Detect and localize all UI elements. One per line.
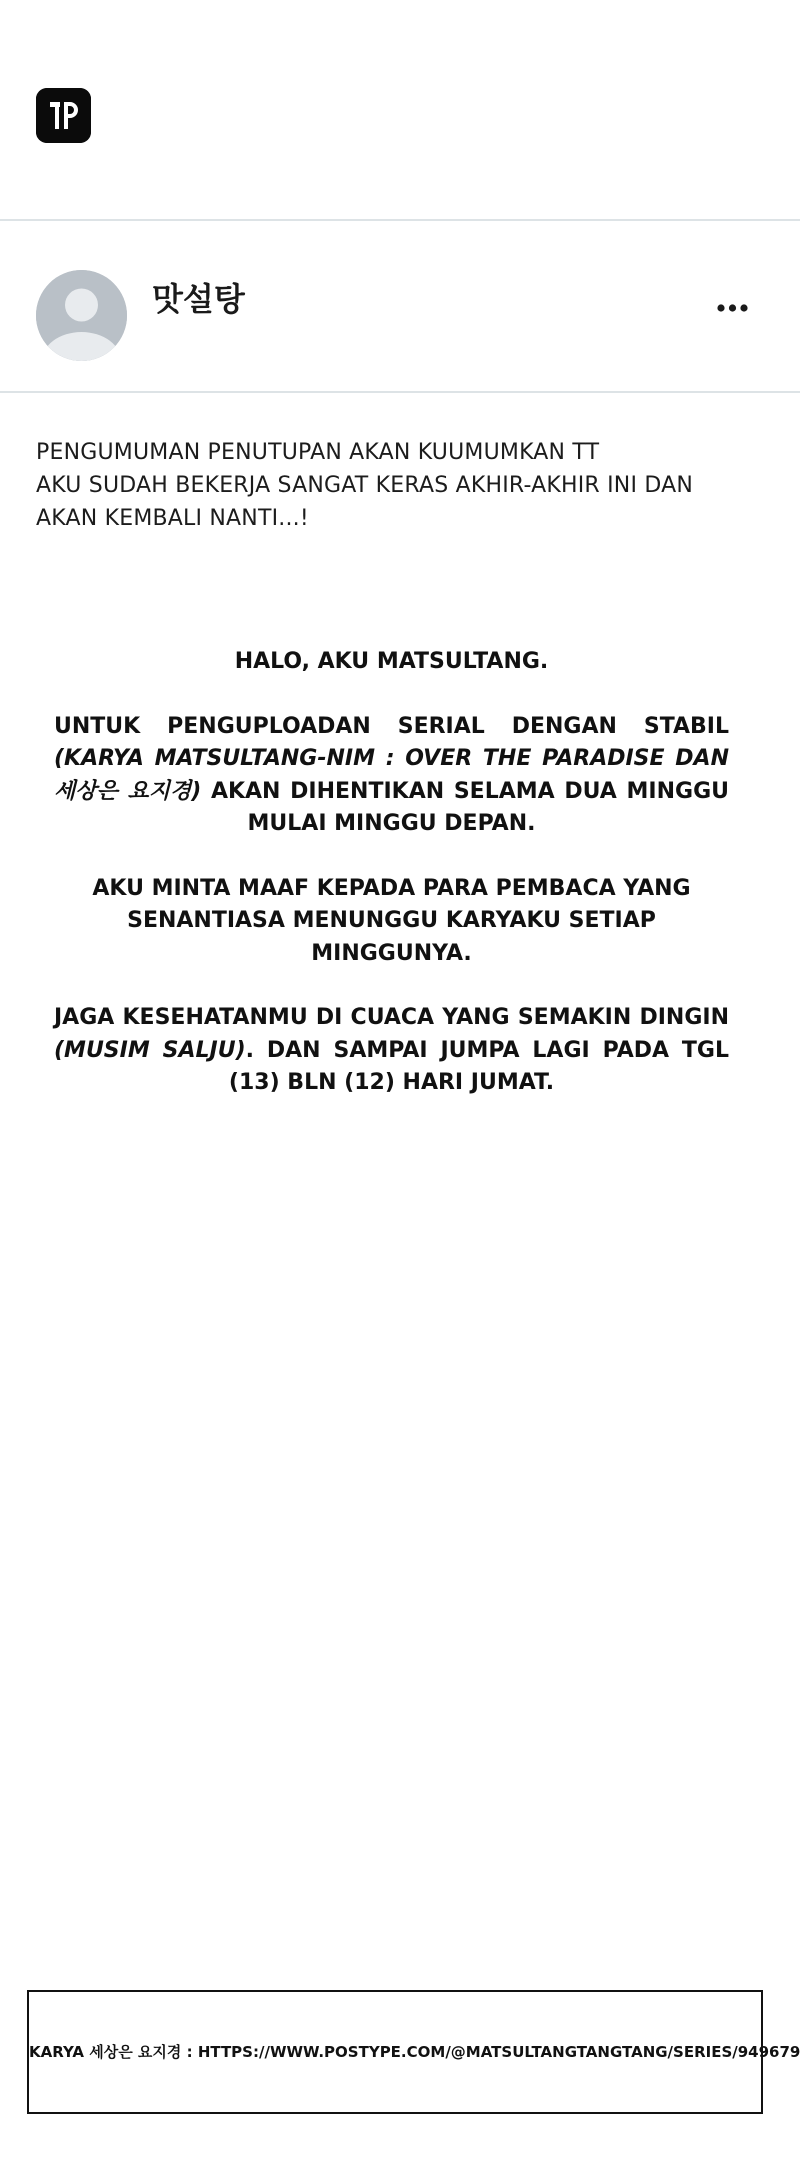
logo-glyph bbox=[36, 88, 91, 143]
notice-italic-text: (KARYA MATSULTANG-NIM : OVER THE PARADISE DAN 세상은 요지경) bbox=[54, 746, 729, 804]
notice-text: AKAN DIHENTIKAN SELAMA DUA MINGGU MULAI MINGGU DEPAN. bbox=[201, 778, 729, 836]
notice-paragraph-apology: AKU MINTA MAAF KEPADA PARA PEMBACA YANG SENANTIASA MENUNGGU KARYAKU SETIAP MINGGUNYA. bbox=[92, 875, 691, 966]
intro-line: AKU SUDAH BEKERJA SANGAT KERAS AKHIR-AKHIR INI DAN bbox=[36, 473, 694, 498]
notice-text: . DAN SAMPAI JUMPA LAGI PADA TGL (13) BLN (12) HARI JUMAT. bbox=[228, 1037, 729, 1095]
notice-text: UNTUK PENGUPLOADAN SERIAL DENGAN STABIL bbox=[54, 713, 729, 739]
postype-logo-icon[interactable] bbox=[36, 88, 91, 143]
default-avatar-icon[interactable] bbox=[36, 270, 127, 361]
intro-line: PENGUMUMAN PENUTUPAN AKAN KUUMUMKAN TT bbox=[36, 440, 600, 465]
intro-line: AKAN KEMBALI NANTI...! bbox=[36, 506, 309, 531]
notice-paragraph-schedule bbox=[54, 711, 729, 841]
more-horizontal-icon[interactable] bbox=[708, 290, 758, 326]
intro-text bbox=[36, 436, 756, 535]
notice-greeting: HALO, AKU MATSULTANG. bbox=[234, 649, 549, 674]
notice-text: JAGA KESEHATANMU DI CUACA YANG SEMAKIN DINGIN bbox=[54, 1005, 729, 1030]
notice-paragraph-farewell bbox=[54, 1002, 729, 1100]
post-divider bbox=[0, 391, 800, 393]
series-link-text[interactable]: KARYA 세상은 요지경 : HTTPS://WWW.POSTYPE.COM/@MATSULTANGTANGTANG/SERIES/949679 bbox=[29, 2043, 800, 2061]
author-name[interactable]: 맛설탕 bbox=[152, 280, 245, 318]
header-divider bbox=[0, 219, 800, 221]
notice-italic-text: (MUSIM SALJU) bbox=[54, 1037, 246, 1063]
notice-body bbox=[54, 646, 729, 1132]
series-link-box bbox=[27, 1990, 800, 2114]
